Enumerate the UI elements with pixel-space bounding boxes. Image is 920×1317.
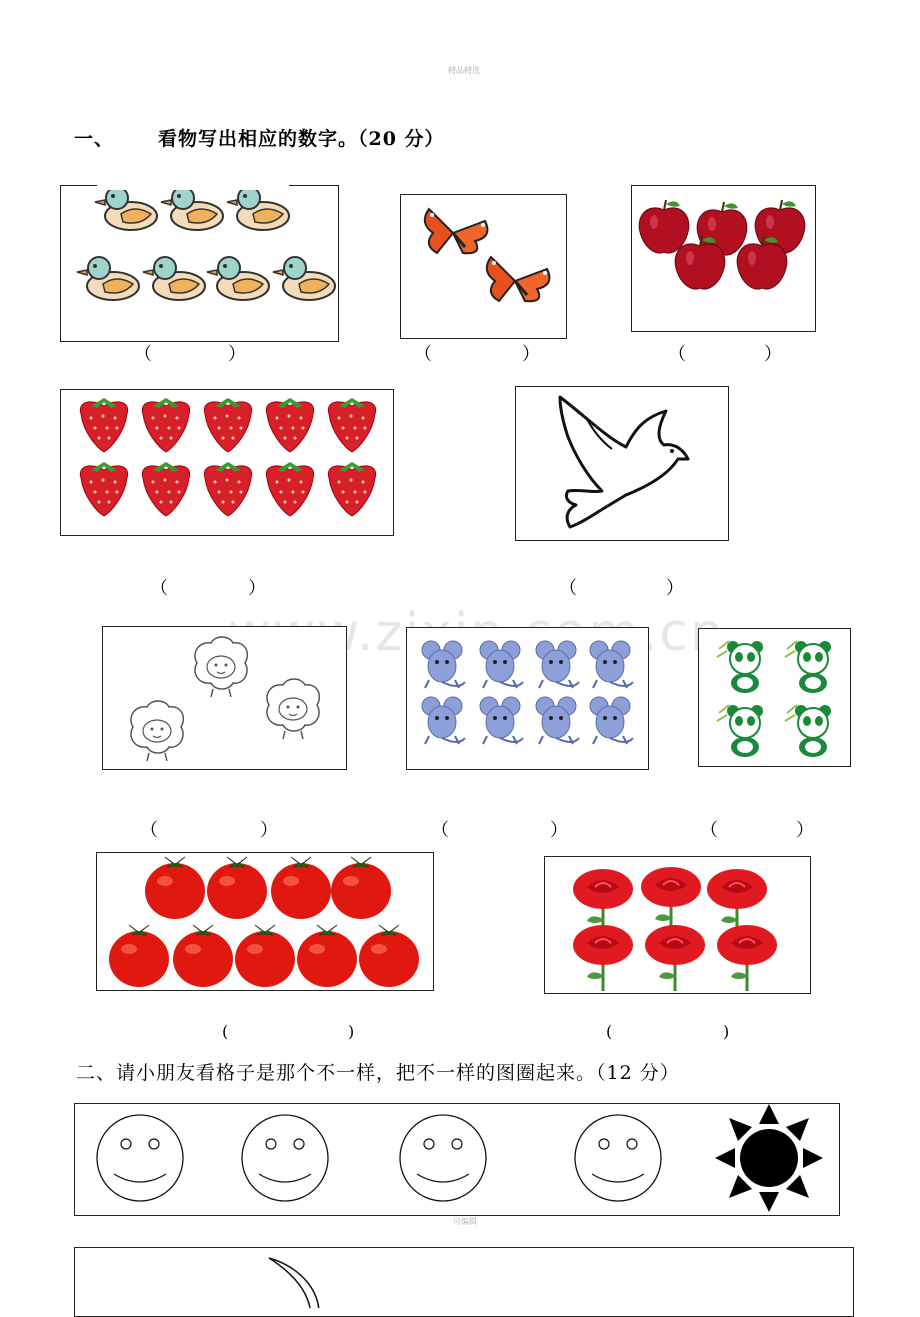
- panda-group: [699, 629, 850, 766]
- answer-close-paren: ）: [550, 820, 568, 841]
- strawberry-icon: [142, 398, 189, 452]
- mouse-icon: [480, 641, 523, 688]
- tomato-icon: [359, 925, 419, 987]
- tomato-icon: [331, 857, 391, 919]
- crescent-moon-icon[interactable]: [269, 1258, 319, 1308]
- sheep-icon: [195, 637, 247, 697]
- picture-box-roses: [544, 856, 811, 994]
- apple-group: [632, 186, 815, 331]
- tomato-icon: [271, 857, 331, 919]
- strawberry-group: [61, 390, 393, 535]
- strawberry-icon: [266, 398, 313, 452]
- strawberry-icon: [204, 398, 251, 452]
- apple-icon: [639, 200, 689, 253]
- answer-open-paren: （: [140, 820, 158, 841]
- odd-one-out-row-2: [75, 1248, 853, 1308]
- panda-icon: [717, 641, 763, 693]
- mouse-icon: [422, 697, 465, 744]
- panda-icon: [717, 705, 763, 757]
- picture-box-ducks: [60, 185, 339, 342]
- rose-group: [545, 857, 810, 993]
- strawberry-icon: [142, 462, 189, 516]
- answer-close-paren: ): [723, 1022, 730, 1041]
- smiley-face-icon[interactable]: [400, 1115, 486, 1201]
- duck-icon: [77, 257, 139, 300]
- dove-icon: [516, 387, 728, 540]
- tomato-icon: [207, 857, 267, 919]
- section2-title: 二、请小朋友看格子是那个不一样，把不一样的图圈起来。（12 分）: [76, 1062, 680, 1084]
- mouse-group: [407, 628, 648, 769]
- picture-box-tomatoes: [96, 852, 434, 991]
- rose-icon: [645, 925, 705, 991]
- answer-open-paren: （: [700, 820, 718, 841]
- picture-box-sheep: [102, 626, 347, 770]
- section1-title: 看物写出相应的数字。（20 分）: [158, 128, 445, 150]
- mouse-icon: [590, 641, 633, 688]
- answer-open-paren: （: [559, 578, 577, 599]
- picture-box-strawberries: [60, 389, 394, 536]
- sheep-group: [103, 627, 346, 769]
- answer-open-paren: （: [134, 344, 152, 365]
- butterfly-icon: [487, 257, 550, 301]
- answer-close-paren: ）: [522, 344, 540, 365]
- rose-icon: [573, 925, 633, 991]
- sheep-icon: [267, 679, 319, 739]
- strawberry-icon: [266, 462, 313, 516]
- answer-close-paren: ): [348, 1022, 355, 1041]
- tomato-icon: [145, 857, 205, 919]
- tomato-icon: [109, 925, 169, 987]
- mouse-icon: [480, 697, 523, 744]
- strawberry-icon: [80, 462, 127, 516]
- answer-close-paren: ）: [248, 578, 266, 599]
- strawberry-icon: [328, 462, 375, 516]
- rose-icon: [641, 867, 701, 933]
- tomato-group: [97, 853, 433, 990]
- answer-close-paren: ）: [764, 344, 782, 365]
- answer-close-paren: ）: [796, 820, 814, 841]
- sun-icon[interactable]: [715, 1104, 823, 1212]
- mouse-icon: [536, 697, 579, 744]
- answer-open-paren: (: [606, 1022, 613, 1041]
- panda-icon: [785, 705, 831, 757]
- tomato-icon: [297, 925, 357, 987]
- mouse-icon: [536, 641, 579, 688]
- answer-close-paren: ）: [666, 578, 684, 599]
- answer-open-paren: （: [668, 344, 686, 365]
- smiley-face-icon[interactable]: [97, 1115, 183, 1201]
- answer-open-paren: (: [222, 1022, 229, 1041]
- tomato-icon: [173, 925, 233, 987]
- duck-group: [61, 186, 338, 341]
- strawberry-icon: [204, 462, 251, 516]
- picture-box-pandas: [698, 628, 851, 767]
- butterfly-icon: [425, 209, 488, 253]
- butterfly-group: [401, 195, 566, 338]
- strawberry-icon: [328, 398, 375, 452]
- answer-close-paren: ）: [260, 820, 278, 841]
- answer-open-paren: （: [150, 578, 168, 599]
- duck-icon: [161, 187, 223, 230]
- mouse-icon: [422, 641, 465, 688]
- picture-box-butterflies: [400, 194, 567, 339]
- smiley-face-icon[interactable]: [242, 1115, 328, 1201]
- rose-icon: [707, 869, 767, 935]
- answer-close-paren: ）: [228, 344, 246, 365]
- duck-icon: [227, 187, 289, 230]
- panda-icon: [785, 641, 831, 693]
- picture-box-mice: [406, 627, 649, 770]
- picture-box-apples: [631, 185, 816, 332]
- duck-icon: [273, 257, 335, 300]
- page-header-text: 精品精选: [448, 66, 480, 75]
- page-footer-text: 可编辑: [453, 1217, 477, 1226]
- section1-number: 一、: [74, 128, 115, 150]
- picture-box-dove: [515, 386, 729, 541]
- tomato-icon: [235, 925, 295, 987]
- duck-icon: [207, 257, 269, 300]
- sheep-icon: [131, 701, 183, 761]
- odd-one-out-row-1: [75, 1104, 839, 1215]
- answer-open-paren: （: [431, 820, 449, 841]
- duck-icon: [95, 187, 157, 230]
- odd-one-out-box-2: [74, 1247, 854, 1317]
- answer-open-paren: （: [414, 344, 432, 365]
- duck-icon: [143, 257, 205, 300]
- mouse-icon: [590, 697, 633, 744]
- rose-icon: [717, 925, 777, 991]
- smiley-face-icon[interactable]: [575, 1115, 661, 1201]
- strawberry-icon: [80, 398, 127, 452]
- odd-one-out-box-1: [74, 1103, 840, 1216]
